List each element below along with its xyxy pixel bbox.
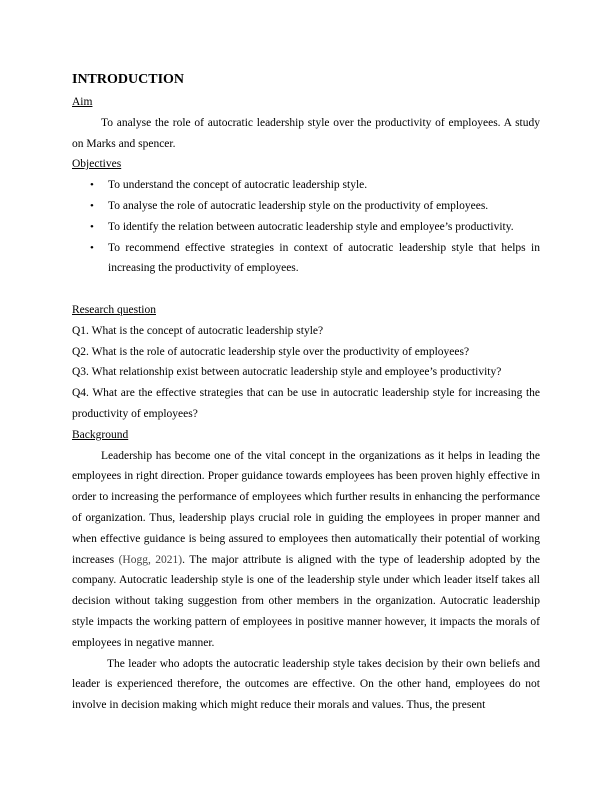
background-text: . The major attribute is aligned with the type of leadership adopted by the company. Autocratic leadership style is one of the leadership style under which leader itself takes all decision without taking suggestion from other members in the organization. Autocratic leadership style impacts the working pattern of employees in positive manner however, it impacts the morals of employees in negative manner. xyxy=(72,553,540,649)
objectives-heading: Objectives xyxy=(72,158,122,171)
research-question: Q3. What relationship exist between autocratic leadership style and employee’s productivity? xyxy=(72,366,502,379)
background-paragraph-1 xyxy=(72,446,540,654)
objective-item xyxy=(72,238,540,280)
background-heading: Background xyxy=(72,428,129,441)
bullet-icon: • xyxy=(90,179,94,192)
bullet-icon: • xyxy=(90,199,94,212)
objective-text: To recommend effective strategies in context of autocratic leadership style that helps in increasing the productivity of employees. xyxy=(108,241,540,275)
objective-text: To identify the relation between autocratic leadership style and employee’s productivity. xyxy=(108,220,514,233)
background-text: Leadership has become one of the vital concept in the organizations as it helps in leading the employees in right direction. Proper guidance towards employees has been proven highly effective in order to increasing the performance of employees which further results in enhancing the performance of organization. Thus, leadership plays crucial role in guiding the employees in proper manner and when effective guidance is being assured to employees then automatically their potential of working increases xyxy=(72,449,540,566)
background-paragraph-2: The leader who adopts the autocratic leadership style takes decision by their own beliefs and leader is experienced therefore, the outcomes are effective. On the other hand, employees do not involve in decision making which might reduce their morals and values. Thus, the present xyxy=(72,657,540,712)
objective-item xyxy=(72,217,540,238)
page-title: INTRODUCTION xyxy=(72,72,185,87)
bullet-icon: • xyxy=(90,220,94,233)
section-spacer xyxy=(72,279,540,300)
research-question: Q2. What is the role of autocratic leadership style over the productivity of employees? xyxy=(72,345,470,358)
research-question: Q1. What is the concept of autocratic leadership style? xyxy=(72,324,324,337)
objective-item xyxy=(72,196,540,217)
objective-item xyxy=(72,175,540,196)
research-question-heading: Research question xyxy=(72,303,156,316)
aim-heading: Aim xyxy=(72,96,93,108)
bullet-icon: • xyxy=(90,241,94,254)
citation: (Hogg, 2021) xyxy=(118,553,183,566)
document-page xyxy=(72,70,540,716)
aim-text: To analyse the role of autocratic leadership style over the productivity of employees. A study on Marks and spencer. xyxy=(72,116,540,150)
research-question: Q4. What are the effective strategies that can be use in autocratic leadership style for increasing the productivity of employees? xyxy=(72,387,540,420)
objective-text: To understand the concept of autocratic leadership style. xyxy=(108,179,368,192)
objectives-list xyxy=(72,175,540,279)
objective-text: To analyse the role of autocratic leadership style on the productivity of employees. xyxy=(108,199,489,212)
